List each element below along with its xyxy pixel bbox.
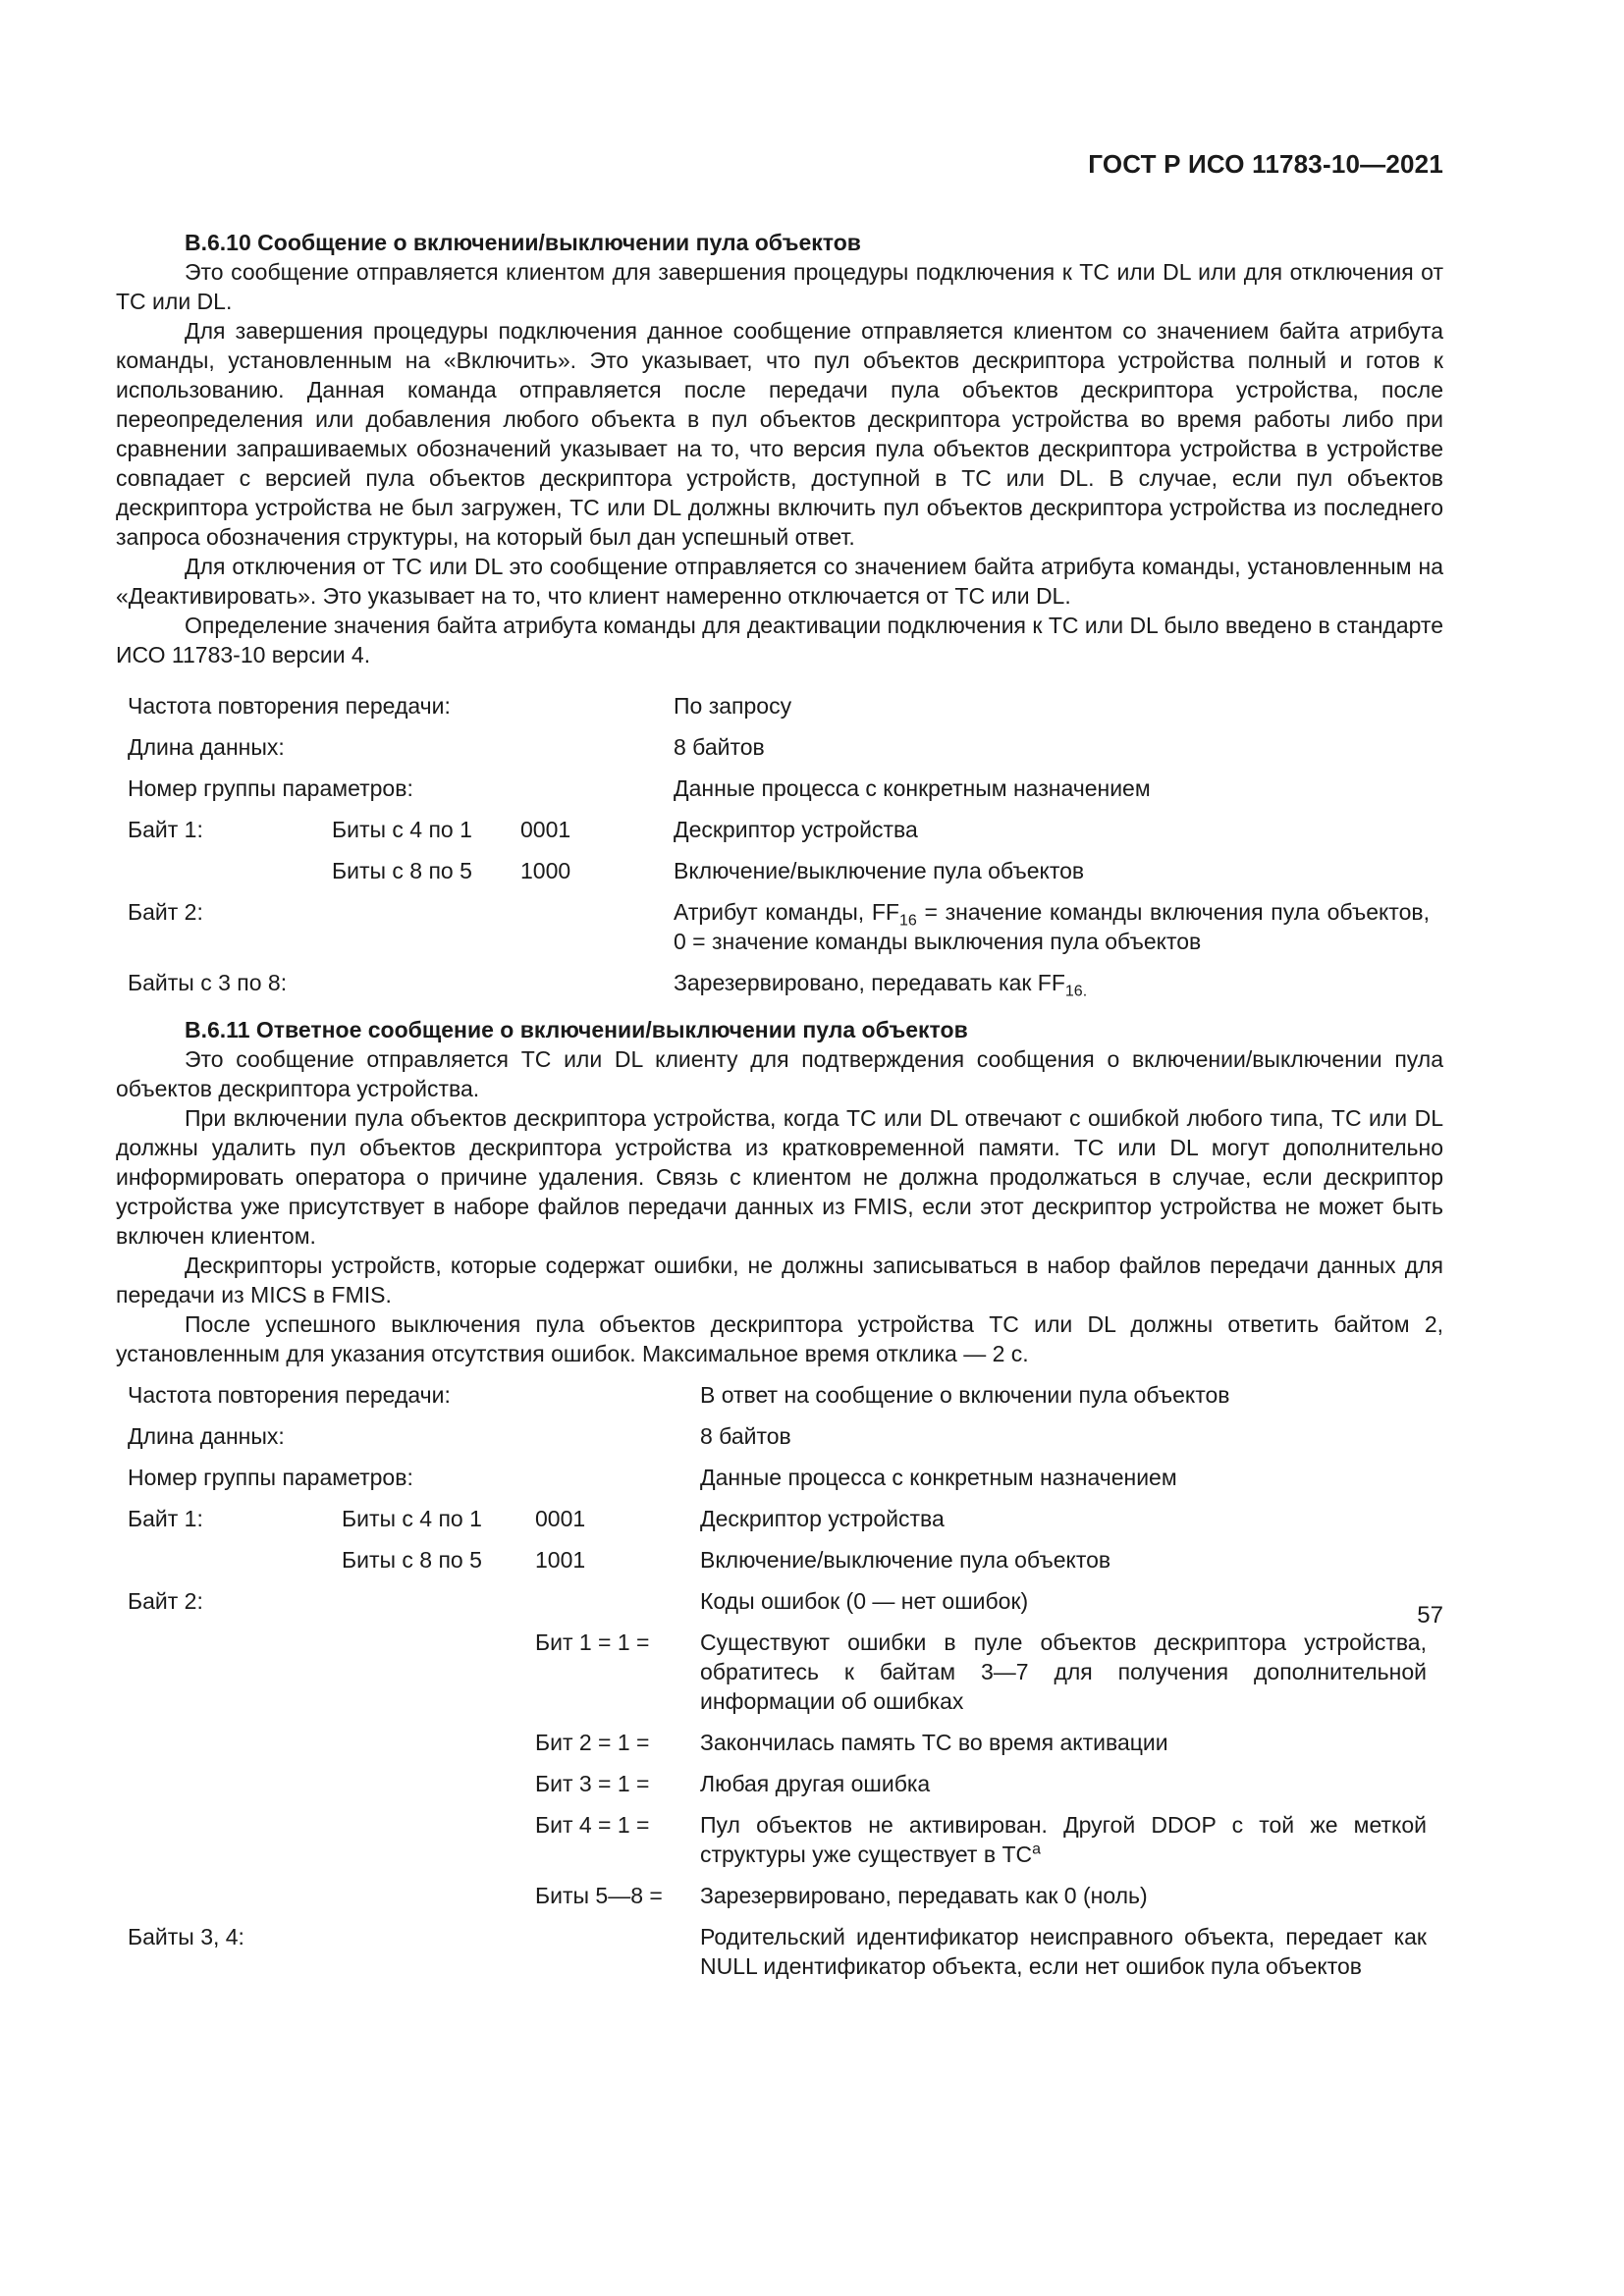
paragraph: После успешного выключения пула объектов дескриптора устройства TC или DL должны ответить байтом 2, установленным для указания отсутствия ошибок. Максимальное время отклика — 2 с. — [116, 1311, 1443, 1366]
bytes-3-4-label: Байты 3, 4: — [128, 1924, 244, 1949]
length-value: 8 байтов — [674, 734, 765, 760]
bits-value: Включение/выключение пула объектов — [700, 1547, 1111, 1573]
table-row — [128, 1628, 1427, 1728]
rate-label: Частота повторения передачи: — [128, 1382, 451, 1408]
bytes-3-4-value: Родительский идентификатор неисправного объекта, передает как NULL идентификатор объекта, если нет ошибок пула объектов — [700, 1924, 1427, 1979]
table-row — [128, 968, 1430, 997]
length-label: Длина данных: — [128, 1423, 285, 1449]
table-row — [128, 1728, 1427, 1769]
paragraph: Определение значения байта атрибута команды для деактивации подключения к TC или DL было введено в стандарте ИСО 11783-10 версии 4. — [116, 613, 1443, 667]
table-row — [128, 1810, 1427, 1881]
length-label: Длина данных: — [128, 734, 285, 760]
table-row — [128, 897, 1430, 968]
table-row — [128, 1463, 1427, 1504]
table-row — [128, 691, 1430, 732]
paragraph: При включении пула объектов дескриптора устройства, когда TC или DL отвечают с ошибкой любого типа, TC или DL должны удалить пул объектов дескриптора устройства из кратковременной памяти. TC или DL могут дополнительно информировать оператора о причине удаления. Связь с клиентом не должна продолжаться в случае, если дескриптор устройства уже присутствует в наборе файлов передачи данных из FMIS, если этот дескриптор устройства не может быть включен клиентом. — [116, 1105, 1443, 1249]
bits-label: Биты с 8 по 5 — [332, 858, 472, 883]
subscript: 16 — [898, 912, 917, 930]
section-b-6-10-title: B.6.10 Сообщение о включении/выключении пула объектов — [185, 230, 861, 255]
bits-label: Биты с 8 по 5 — [342, 1547, 482, 1573]
byte2-value: Коды ошибок (0 — нет ошибок) — [700, 1588, 1029, 1614]
table-row — [128, 1421, 1427, 1463]
table-row — [128, 1380, 1427, 1421]
standard-designation: ГОСТ Р ИСО 11783-10—2021 — [1088, 149, 1443, 179]
bits-label: Биты с 4 по 1 — [332, 817, 472, 842]
bits-label: Биты с 4 по 1 — [342, 1506, 482, 1531]
bits-code: 0001 — [535, 1506, 586, 1531]
bits-code: 1000 — [520, 858, 571, 883]
table-row — [128, 1922, 1427, 1981]
bits-value: Включение/выключение пула объектов — [674, 858, 1085, 883]
table-row — [128, 815, 1430, 856]
byte2-text: Атрибут команды, FF — [674, 899, 899, 925]
paragraph: Для завершения процедуры подключения данное сообщение отправляется клиентом со значением байта атрибута команды, установленным на «Включить». Это указывает, что пул объектов дескриптора устройства полный и готов к использованию. Данная команда отправляется после передачи пула объектов дескриптора устройства, после переопределения или добавления любого объекта в пул объектов дескриптора устройства во время работы либо при сравнении запрашиваемых обозначений указывает на то, что версия пула объектов дескриптора устройства в устройстве совпадает с версией пула объектов дескриптора устройств, доступной в TC или DL. В случае, если пул объектов дескриптора устройства не был загружен, TC или DL должны включить пул объектов дескриптора устройства из последнего запроса обозначения структуры, на который был дан успешный ответ. — [116, 318, 1443, 550]
byte2-text-cont: = значение команды включения пула объектов, 0 = значение команды выключения пула объектов — [674, 899, 1430, 954]
bits-value: Дескриптор устройства — [700, 1506, 945, 1531]
message-params-table-b610 — [128, 691, 1430, 1000]
bit-value: Любая другая ошибка — [700, 1771, 931, 1796]
subscript: 16. — [1064, 983, 1088, 1000]
message-params-table-b611 — [128, 1380, 1427, 1981]
rate-value: В ответ на сообщение о включении пула объектов — [700, 1382, 1230, 1408]
pgn-value: Данные процесса с конкретным назначением — [674, 775, 1151, 801]
bit-label: Биты 5—8 = — [535, 1883, 663, 1908]
bytes-3-8-label: Байты с 3 по 8: — [128, 970, 288, 995]
pgn-label: Номер группы параметров: — [128, 775, 413, 801]
bit-label: Бит 2 = 1 = — [535, 1730, 650, 1755]
paragraph: Дескрипторы устройств, которые содержат ошибки, не должны записываться в набор файлов передачи данных для передачи из MICS в FMIS. — [116, 1253, 1443, 1308]
table-row — [128, 1545, 1427, 1586]
table-row — [128, 856, 1430, 897]
bytes-3-8-value — [674, 968, 1430, 1000]
bits-code: 0001 — [520, 817, 571, 842]
byte2-label: Байт 2: — [128, 1588, 203, 1614]
bit-value: Закончилась память TC во время активации — [700, 1730, 1168, 1755]
table-row — [128, 774, 1430, 815]
paragraph: Для отключения от TC или DL это сообщение отправляется со значением байта атрибута команды, установленным на «Деактивировать». Это указывает на то, что клиент намеренно отключается от TC или DL. — [116, 554, 1443, 609]
table-row — [128, 732, 1430, 774]
pgn-label: Номер группы параметров: — [128, 1465, 413, 1490]
paragraph: Это сообщение отправляется TC или DL клиенту для подтверждения сообщения о включении/выключении пула объектов дескриптора устройства. — [116, 1046, 1443, 1101]
bit-value: Зарезервировано, передавать как 0 (ноль) — [700, 1883, 1148, 1908]
table-row — [128, 1769, 1427, 1810]
byte2-label: Байт 2: — [128, 899, 203, 925]
section-b-6-11-title: B.6.11 Ответное сообщение о включении/выключении пула объектов — [185, 1017, 968, 1042]
footnote-marker: a — [1032, 1841, 1042, 1858]
table-row — [128, 1504, 1427, 1545]
table-row — [128, 1881, 1427, 1922]
bit4-text: Пул объектов не активирован. Другой DDOP с той же меткой структуры уже существует в TC — [700, 1812, 1427, 1867]
bit-value — [700, 1810, 1427, 1881]
bits-value: Дескриптор устройства — [674, 817, 918, 842]
byte2-value — [674, 897, 1430, 968]
rate-value: По запросу — [674, 693, 792, 719]
bit-label: Бит 3 = 1 = — [535, 1771, 650, 1796]
paragraph: Это сообщение отправляется клиентом для завершения процедуры подключения к TC или DL или для отключения от TC или DL. — [116, 259, 1443, 314]
rate-label: Частота повторения передачи: — [128, 693, 451, 719]
bytes-3-8-text: Зарезервировано, передавать как FF — [674, 970, 1065, 995]
table-row — [128, 1586, 1427, 1628]
length-value: 8 байтов — [700, 1423, 791, 1449]
page-content — [116, 228, 1443, 1981]
bit-label: Бит 1 = 1 = — [535, 1629, 650, 1655]
bit-label: Бит 4 = 1 = — [535, 1812, 650, 1838]
pgn-value: Данные процесса с конкретным назначением — [700, 1465, 1177, 1490]
page-number: 57 — [1417, 1602, 1443, 1629]
byte1-label: Байт 1: — [128, 817, 203, 842]
bit-value: Существуют ошибки в пуле объектов дескриптора устройства, обратитесь к байтам 3—7 для получения дополнительной информации об ошибках — [700, 1629, 1427, 1714]
byte1-label: Байт 1: — [128, 1506, 203, 1531]
bits-code: 1001 — [535, 1547, 586, 1573]
